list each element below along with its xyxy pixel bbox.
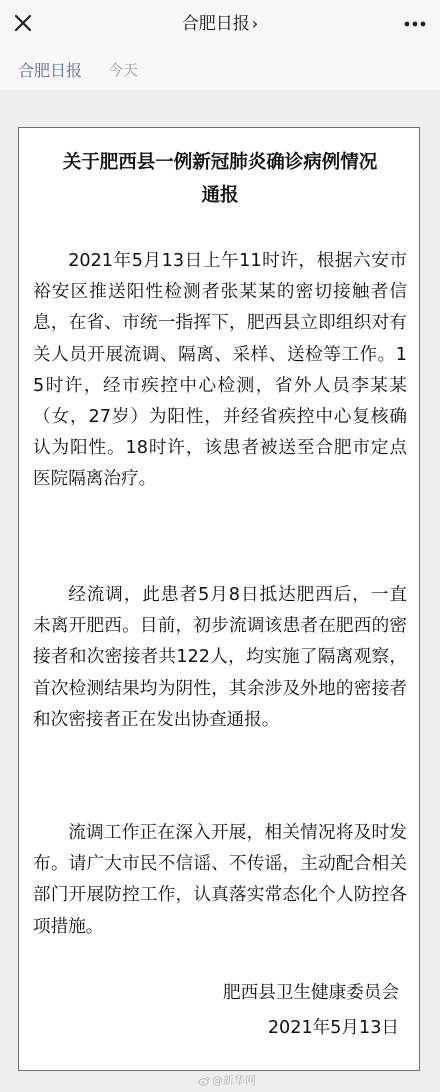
- weibo-icon: [198, 1076, 210, 1086]
- account-title-button[interactable]: [150, 10, 290, 38]
- top-nav-bar: [0, 0, 440, 49]
- paragraph-1: 2021年5月13日上午11时许，根据六安市裕安区推送阳性检测者张某某的密切接触者信息，在省、市统一指挥下，肥西县立即组织对有关人员开展流调、隔离、采样、送检等工作。15时许，经市疾控中心检测，省外人员李某某（女，27岁）为阳性，并经省疾控中心复核确认为阳性。18时许，该患者被送至合肥市定点医院隔离治疗。: [33, 251, 407, 490]
- article-meta: [0, 48, 440, 90]
- more-options-button[interactable]: [402, 12, 428, 36]
- paragraph-2: 经流调，此患者5月8日抵达肥西后，一直未离开肥西。目前，初步流调该患者在肥西的密接者和次密接者共122人，均实施了隔离观察，首次检测结果均为阴性，其余涉及外地的密接者和次密接者正在发出协查通报。: [33, 585, 407, 730]
- chevron-right-icon: ›: [251, 14, 259, 33]
- more-dots-icon: [402, 12, 428, 36]
- source-account-link[interactable]: 合肥日报: [18, 61, 83, 80]
- article-headline: [19, 146, 421, 212]
- headline-line-1: 关于肥西县一例新冠肺炎确诊病例情况: [62, 152, 378, 173]
- publish-date: 今天: [108, 61, 139, 79]
- signature: 肥西县卫生健康委员会: [223, 983, 399, 1003]
- account-title: 合肥日报: [181, 14, 250, 34]
- watermark: [198, 1072, 256, 1088]
- watermark-text: @新华网: [212, 1074, 256, 1087]
- close-icon: [10, 10, 38, 38]
- close-button[interactable]: [10, 10, 38, 38]
- article-image: [18, 127, 420, 1071]
- signature-date: 2021年5月13日: [267, 1018, 399, 1038]
- paragraph-3: 流调工作正在深入开展，相关情况将及时发布。请广大市民不信谣、不传谣，主动配合相关部门开展防控工作，认真落实常态化个人防控各项措施。: [33, 823, 407, 937]
- headline-line-2: 通报: [201, 185, 239, 206]
